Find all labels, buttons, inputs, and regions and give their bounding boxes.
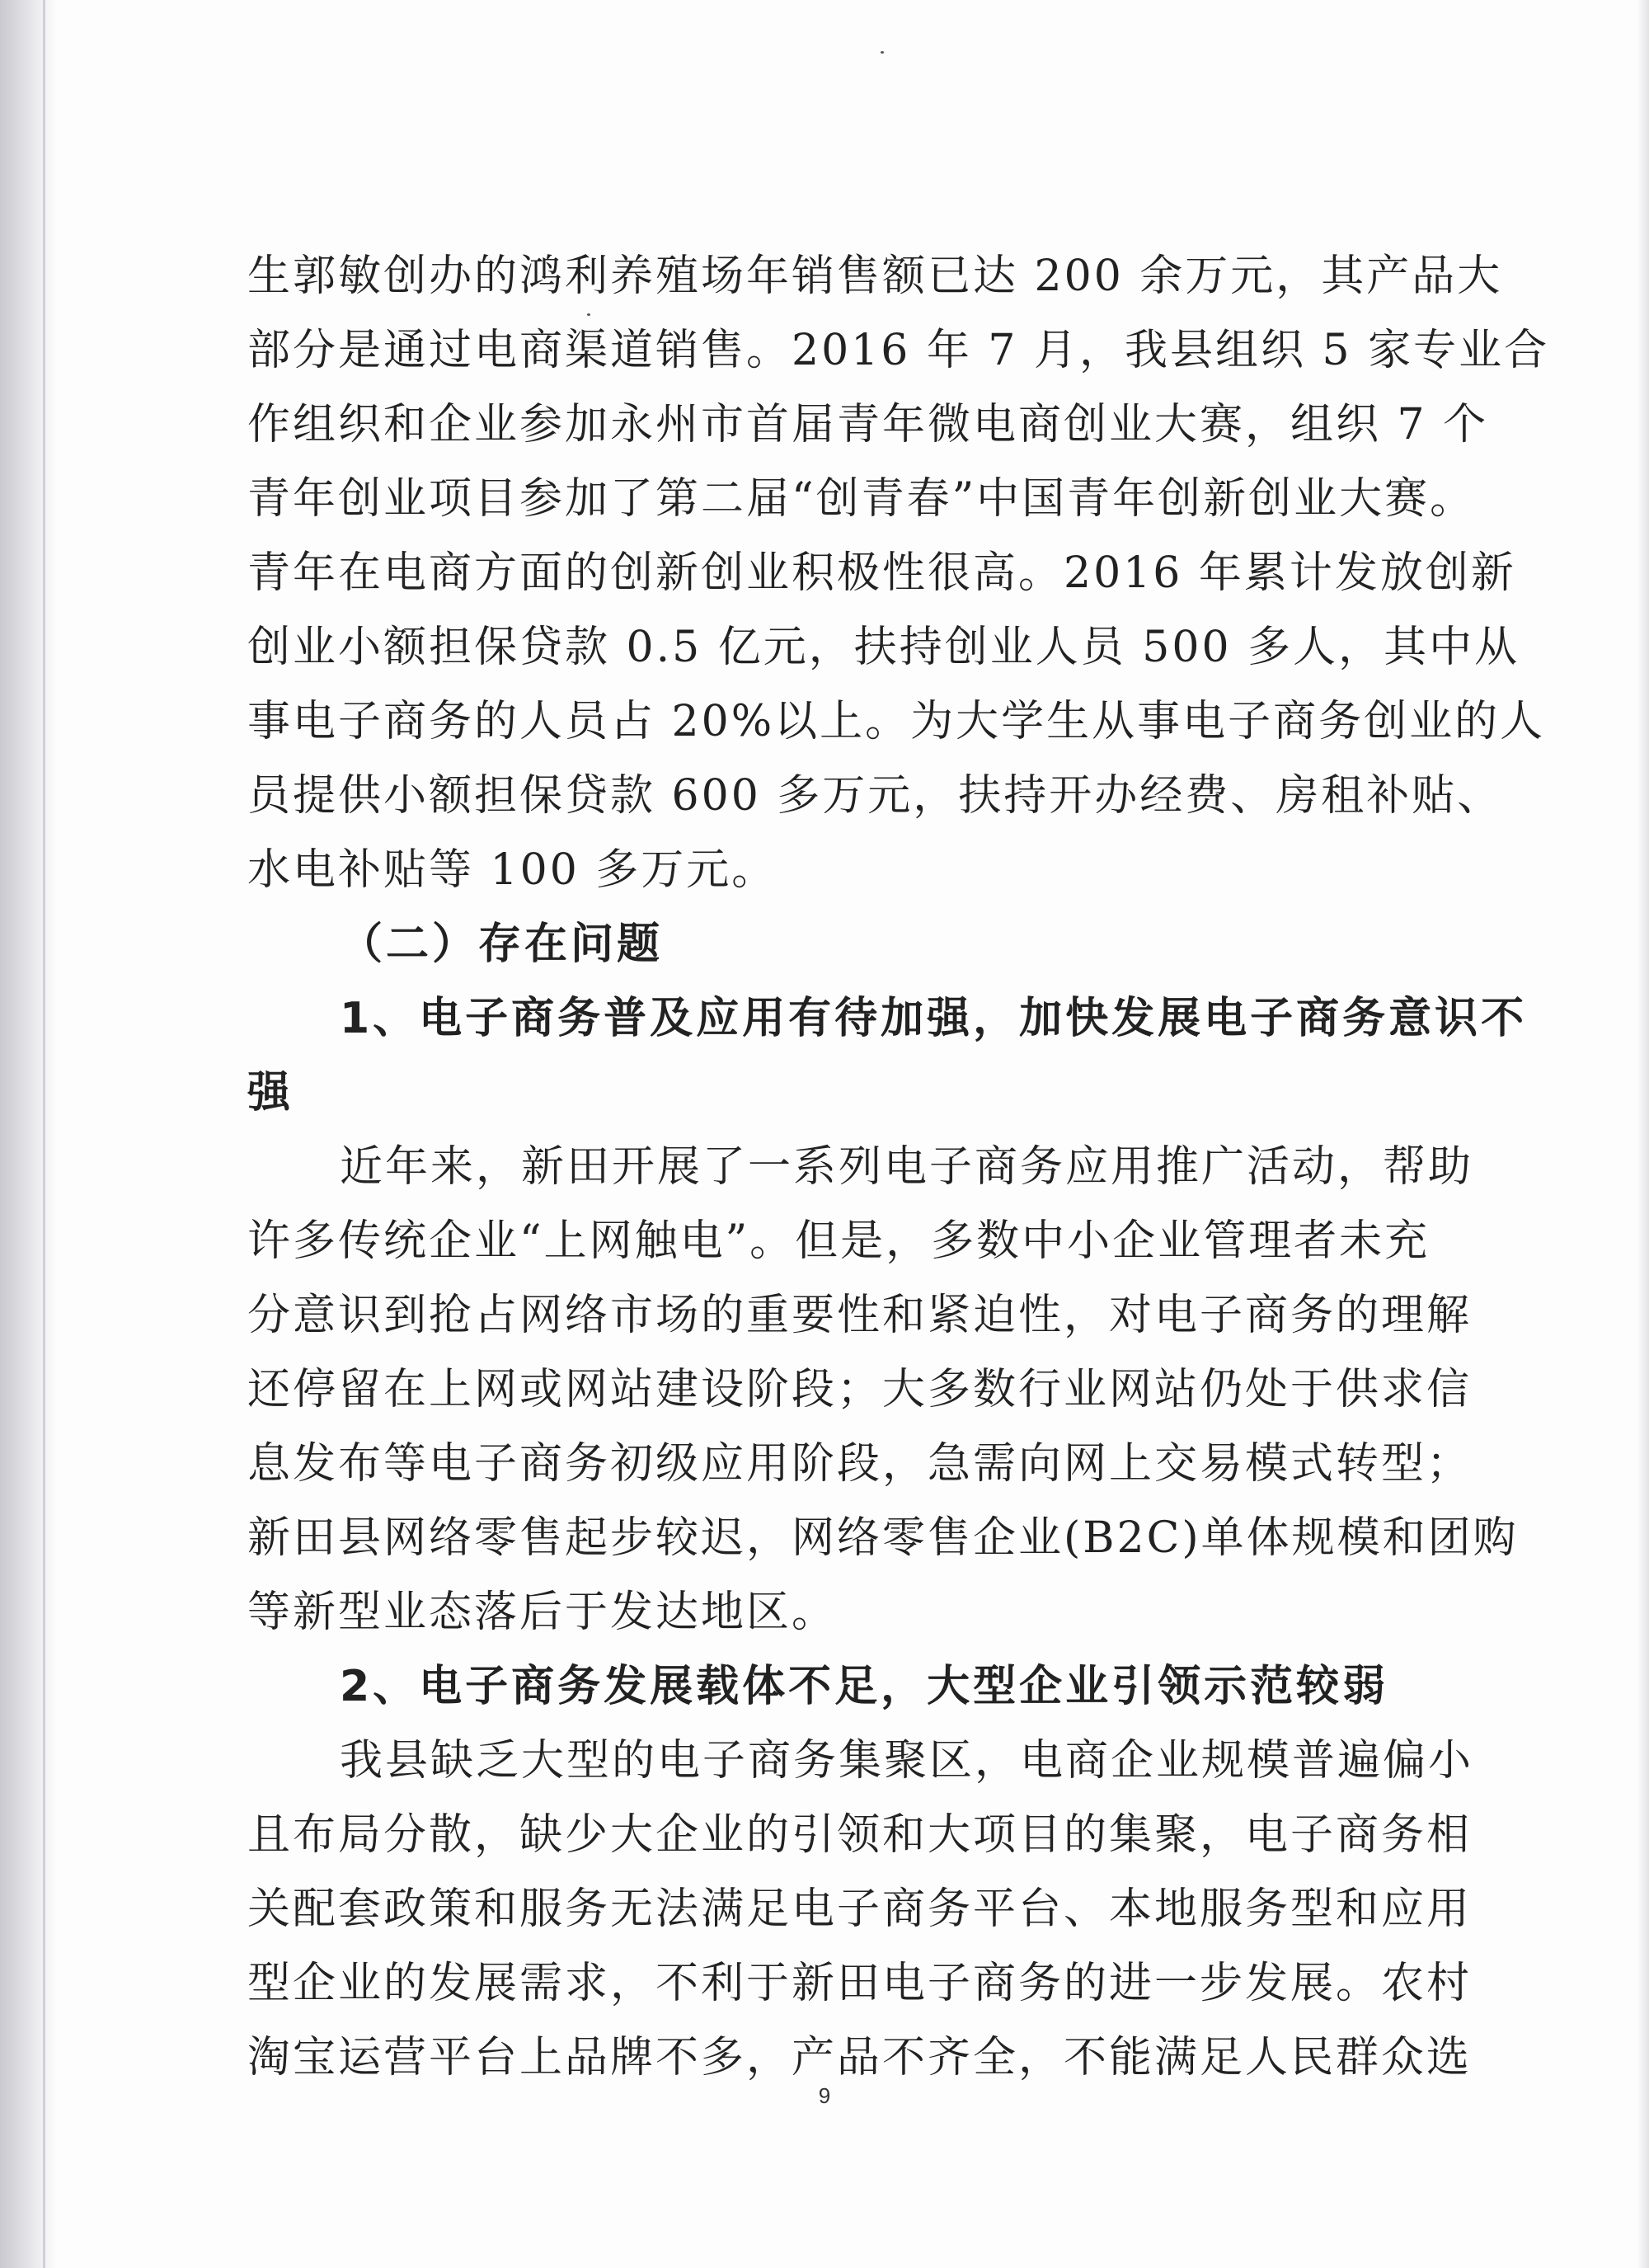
paragraph-line: 作组织和企业参加永州市首届青年微电商创业大赛，组织 7 个 — [247, 400, 1489, 449]
paragraph-line: 部分是通过电商渠道销售。2016 年 7 月，我县组织 5 家专业合 — [247, 326, 1550, 375]
paragraph-line: 淘宝运营平台上品牌不多，产品不齐全，不能满足人民群众选 — [247, 2033, 1473, 2082]
paragraph-line: 我县缺乏大型的电子商务集聚区，电商企业规模普遍偏小 — [340, 1736, 1474, 1786]
subsection-heading: 1、电子商务普及应用有待加强，加快发展电子商务意识不 — [340, 994, 1528, 1043]
paragraph-line: 事电子商务的人员占 20%以上。为大学生从事电子商务创业的人 — [247, 697, 1546, 746]
page-number: 9 — [818, 2083, 831, 2108]
paragraph-line: 分意识到抢占网络市场的重要性和紧迫性，对电子商务的理解 — [247, 1291, 1473, 1340]
scan-speck — [881, 51, 884, 54]
body-text — [247, 239, 1550, 2095]
paragraph-line: 生郭敏创办的鸿利养殖场年销售额已达 200 余万元，其产品大 — [247, 252, 1503, 301]
subsection-heading-continued: 强 — [247, 1068, 294, 1118]
paragraph-line: 新田县网络零售起步较迟，网络零售企业(B2C)单体规模和团购 — [247, 1513, 1519, 1563]
page-edge-shadow — [1637, 0, 1649, 2268]
paragraph-line: 息发布等电子商务初级应用阶段，急需向网上交易模式转型； — [247, 1439, 1473, 1489]
paragraph-line: 且布局分散，缺少大企业的引领和大项目的集聚，电子商务相 — [247, 1810, 1473, 1860]
paragraph-line: 水电补贴等 100 多万元。 — [247, 845, 778, 895]
paragraph-line: 还停留在上网或网站建设阶段；大多数行业网站仍处于供求信 — [247, 1365, 1473, 1414]
paragraph-line: 青年创业项目参加了第二届“创青春”中国青年创新创业大赛。 — [247, 474, 1476, 524]
paragraph-line: 青年在电商方面的创新创业积极性很高。2016 年累计发放创新 — [247, 548, 1516, 598]
paragraph-line: 等新型业态落后于发达地区。 — [247, 1588, 838, 1637]
paragraph-line: 许多传统企业“上网触电”。但是，多数中小企业管理者未充 — [247, 1216, 1431, 1266]
paragraph-line: 员提供小额担保贷款 600 多万元，扶持开办经费、房租补贴、 — [247, 771, 1503, 821]
paragraph-line: 近年来，新田开展了一系列电子商务应用推广活动，帮助 — [340, 1142, 1474, 1192]
paragraph-line: 关配套政策和服务无法满足电子商务平台、本地服务型和应用 — [247, 1885, 1473, 1934]
subsection-heading: 2、电子商务发展载体不足，大型企业引领示范较弱 — [340, 1662, 1389, 1711]
binding-shadow — [0, 0, 58, 2268]
paragraph-line: 型企业的发展需求，不利于新田电子商务的进一步发展。农村 — [247, 1959, 1473, 2008]
section-heading: （二）存在问题 — [340, 920, 664, 969]
paragraph-line: 创业小额担保贷款 0.5 亿元，扶持创业人员 500 多人，其中从 — [247, 623, 1520, 672]
binding-line — [43, 0, 45, 2268]
